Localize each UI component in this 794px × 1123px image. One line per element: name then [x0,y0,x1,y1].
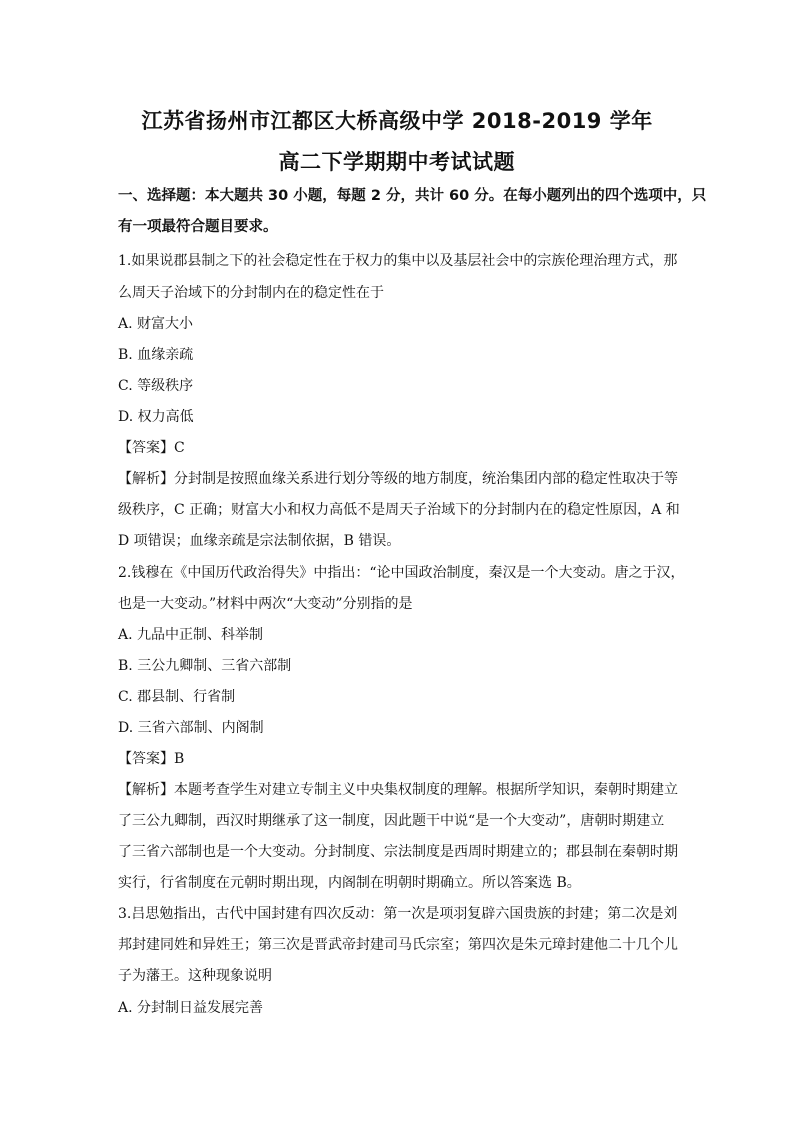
section-heading-line2: 有一项最符合题目要求。 [118,219,278,235]
q2-explanation-line3: 了三省六部制也是一个大变动。分封制度、宗法制度是西周时期建立的；郡县制在秦朝时期 [118,844,678,860]
q2-option-b: B. 三公九卿制、三省六部制 [118,658,292,674]
q2-explanation-line1: 【解析】本题考查学生对建立专制主义中央集权制度的理解。根据所学知识，秦朝时期建立 [118,782,678,798]
q2-option-a: A. 九品中正制、科举制 [118,627,264,643]
q2-answer: 【答案】B [118,751,185,767]
q3-stem-line2: 邦封建同姓和异姓王；第三次是晋武帝封建司马氏宗室；第四次是朱元璋封建他二十几个儿 [118,937,678,953]
q1-option-a: A. 财富大小 [118,316,194,332]
q2-stem-line1: 2.钱穆在《中国历代政治得失》中指出：“论中国政治制度，秦汉是一个大变动。唐之于汉， [118,565,685,581]
q3-option-a: A. 分封制日益发展完善 [118,1000,264,1016]
q1-stem-line2: 么周天子治域下的分封制内在的稳定性在于 [118,285,384,301]
q1-explanation-line2: 级秩序，C 正确；财富大小和权力高低不是周天子治域下的分封制内在的稳定性原因，A 和 [118,502,680,518]
q1-explanation-line1: 【解析】分封制是按照血缘关系进行划分等级的地方制度，统治集团内部的稳定性取决于等 [118,471,678,487]
q1-option-d: D. 权力高低 [118,409,194,425]
q2-explanation-line4: 实行，行省制度在元朝时期出现，内阁制在明朝时期确立。所以答案选 B。 [118,875,581,891]
q2-option-c: C. 郡县制、行省制 [118,689,236,705]
q3-stem-line3: 子为藩王。这种现象说明 [118,968,272,984]
q1-stem-line1: 1.如果说郡县制之下的社会稳定性在于权力的集中以及基层社会中的宗族伦理治理方式，那 [118,253,678,269]
section-heading-line1: 一、选择题：本大题共 30 小题，每题 2 分，共计 60 分。在每小题列出的四个选项中，只 [118,188,707,204]
q2-option-d: D. 三省六部制、内阁制 [118,720,264,736]
q1-explanation-line3: D 项错误；血缘亲疏是宗法制依据，B 错误。 [118,533,401,549]
q2-explanation-line2: 了三公九卿制，西汉时期继承了这一制度，因此题干中说“是一个大变动”，唐朝时期建立 [118,813,665,829]
q1-option-b: B. 血缘亲疏 [118,347,194,363]
document-title-line2: 高二下学期期中考试试题 [278,150,515,174]
q2-stem-line2: 也是一大变动。”材料中两次“大变动”分别指的是 [118,596,413,612]
document-title-line1: 江苏省扬州市江都区大桥高级中学 2018-2019 学年 [141,109,653,133]
q3-stem-line1: 3.吕思勉指出，古代中国封建有四次反动：第一次是项羽复辟六国贵族的封建；第二次是刘 [118,906,678,922]
q1-option-c: C. 等级秩序 [118,378,194,394]
q1-answer: 【答案】C [118,440,185,456]
